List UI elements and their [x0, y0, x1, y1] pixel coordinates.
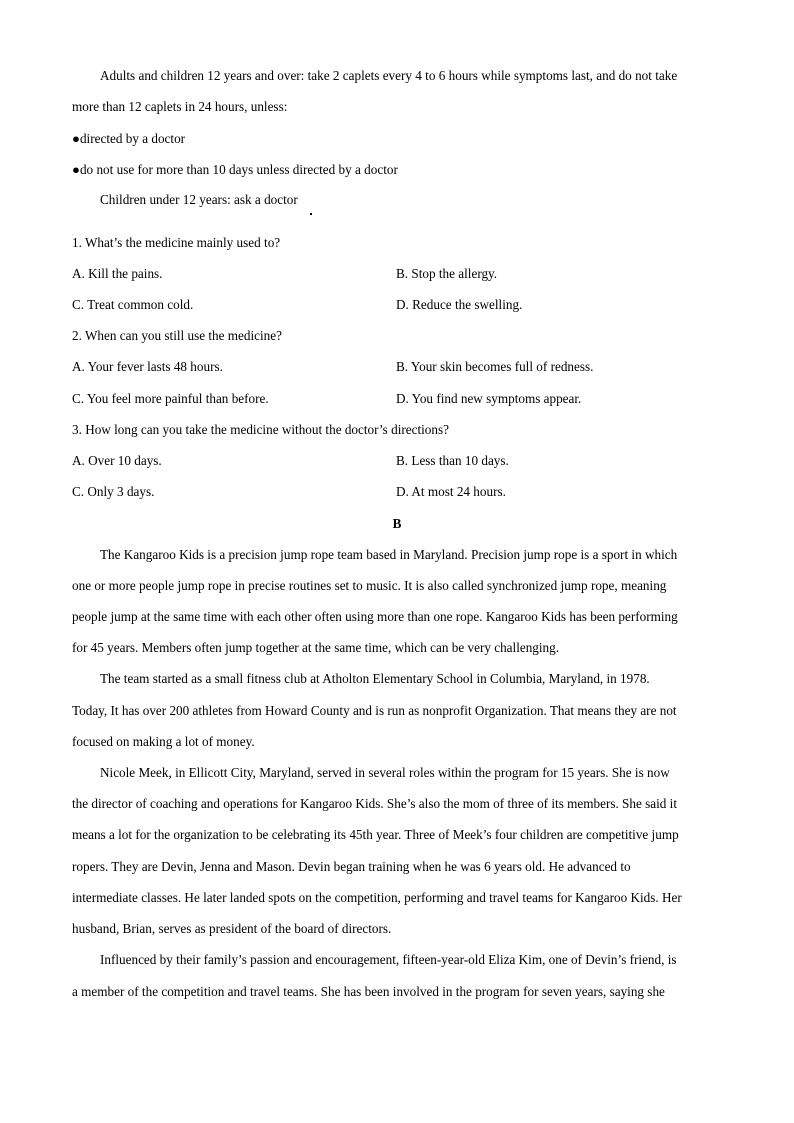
section-b-heading: B — [392, 516, 402, 531]
question-1-option-b: B. Stop the allergy. — [396, 266, 498, 281]
dosage-children: Children under 12 years: ask a doctor — [100, 192, 298, 207]
question-2-option-d: D. You find new symptoms appear. — [396, 391, 582, 406]
question-1-option-c: C. Treat common cold. — [72, 297, 194, 312]
passage-line: a member of the competition and travel teams. She has been involved in the program for seven years, saying she — [72, 984, 665, 999]
question-1-option-a: A. Kill the pains. — [72, 266, 163, 281]
passage-line: Influenced by their family’s passion and encouragement, fifteen-year-old Eliza Kim, one of Devin’s friend, is — [100, 952, 677, 967]
stray-dot-mark — [310, 213, 312, 215]
passage-line: the director of coaching and operations for Kangaroo Kids. She’s also the mom of three of its members. She said it — [72, 796, 678, 811]
passage-line: for 45 years. Members often jump together at the same time, which can be very challenging. — [72, 640, 560, 655]
passage-line: people jump at the same time with each other often using more than one rope. Kangaroo Kids has been performing — [72, 609, 678, 624]
passage-line: Today, It has over 200 athletes from Howard County and is run as nonprofit Organization. That means they are not — [72, 703, 677, 718]
question-2-stem: 2. When can you still use the medicine? — [72, 328, 282, 343]
question-2-option-c: C. You feel more painful than before. — [72, 391, 269, 406]
question-1-stem: 1. What’s the medicine mainly used to? — [72, 235, 281, 250]
question-2-option-a: A. Your fever lasts 48 hours. — [72, 359, 223, 374]
passage-line: The team started as a small fitness club at Atholton Elementary School in Columbia, Maryland, in 1978. — [100, 671, 650, 686]
passage-line: Nicole Meek, in Ellicott City, Maryland, served in several roles within the program for 15 years. She is now — [100, 765, 670, 780]
question-3-option-a: A. Over 10 days. — [72, 453, 162, 468]
passage-line: husband, Brian, serves as president of the board of directors. — [72, 921, 392, 936]
question-3-option-b: B. Less than 10 days. — [396, 453, 509, 468]
dosage-adults-line-2: more than 12 caplets in 24 hours, unless: — [72, 99, 288, 114]
passage-line: focused on making a lot of money. — [72, 734, 255, 749]
passage-line: ropers. They are Devin, Jenna and Mason. Devin began training when he was 6 years old. He advanced to — [72, 859, 631, 874]
passage-line: The Kangaroo Kids is a precision jump rope team based in Maryland. Precision jump rope is a sport in which — [100, 547, 678, 562]
question-3-option-c: C. Only 3 days. — [72, 484, 155, 499]
dosage-bullet-ten-days: ●do not use for more than 10 days unless directed by a doctor — [72, 162, 398, 177]
passage-line: one or more people jump rope in precise routines set to music. It is also called synchronized jump rope, meaning — [72, 578, 667, 593]
question-3-stem: 3. How long can you take the medicine without the doctor’s directions? — [72, 422, 449, 437]
question-1-option-d: D. Reduce the swelling. — [396, 297, 523, 312]
dosage-adults-line-1: Adults and children 12 years and over: take 2 caplets every 4 to 6 hours while symptoms last, and do not take — [100, 68, 678, 83]
question-2-option-b: B. Your skin becomes full of redness. — [396, 359, 594, 374]
question-3-option-d: D. At most 24 hours. — [396, 484, 506, 499]
passage-line: intermediate classes. He later landed spots on the competition, performing and travel teams for Kangaroo Kids. Her — [72, 890, 682, 905]
dosage-bullet-doctor: ●directed by a doctor — [72, 131, 186, 146]
passage-line: means a lot for the organization to be celebrating its 45th year. Three of Meek’s four children are competitive jump — [72, 827, 679, 842]
